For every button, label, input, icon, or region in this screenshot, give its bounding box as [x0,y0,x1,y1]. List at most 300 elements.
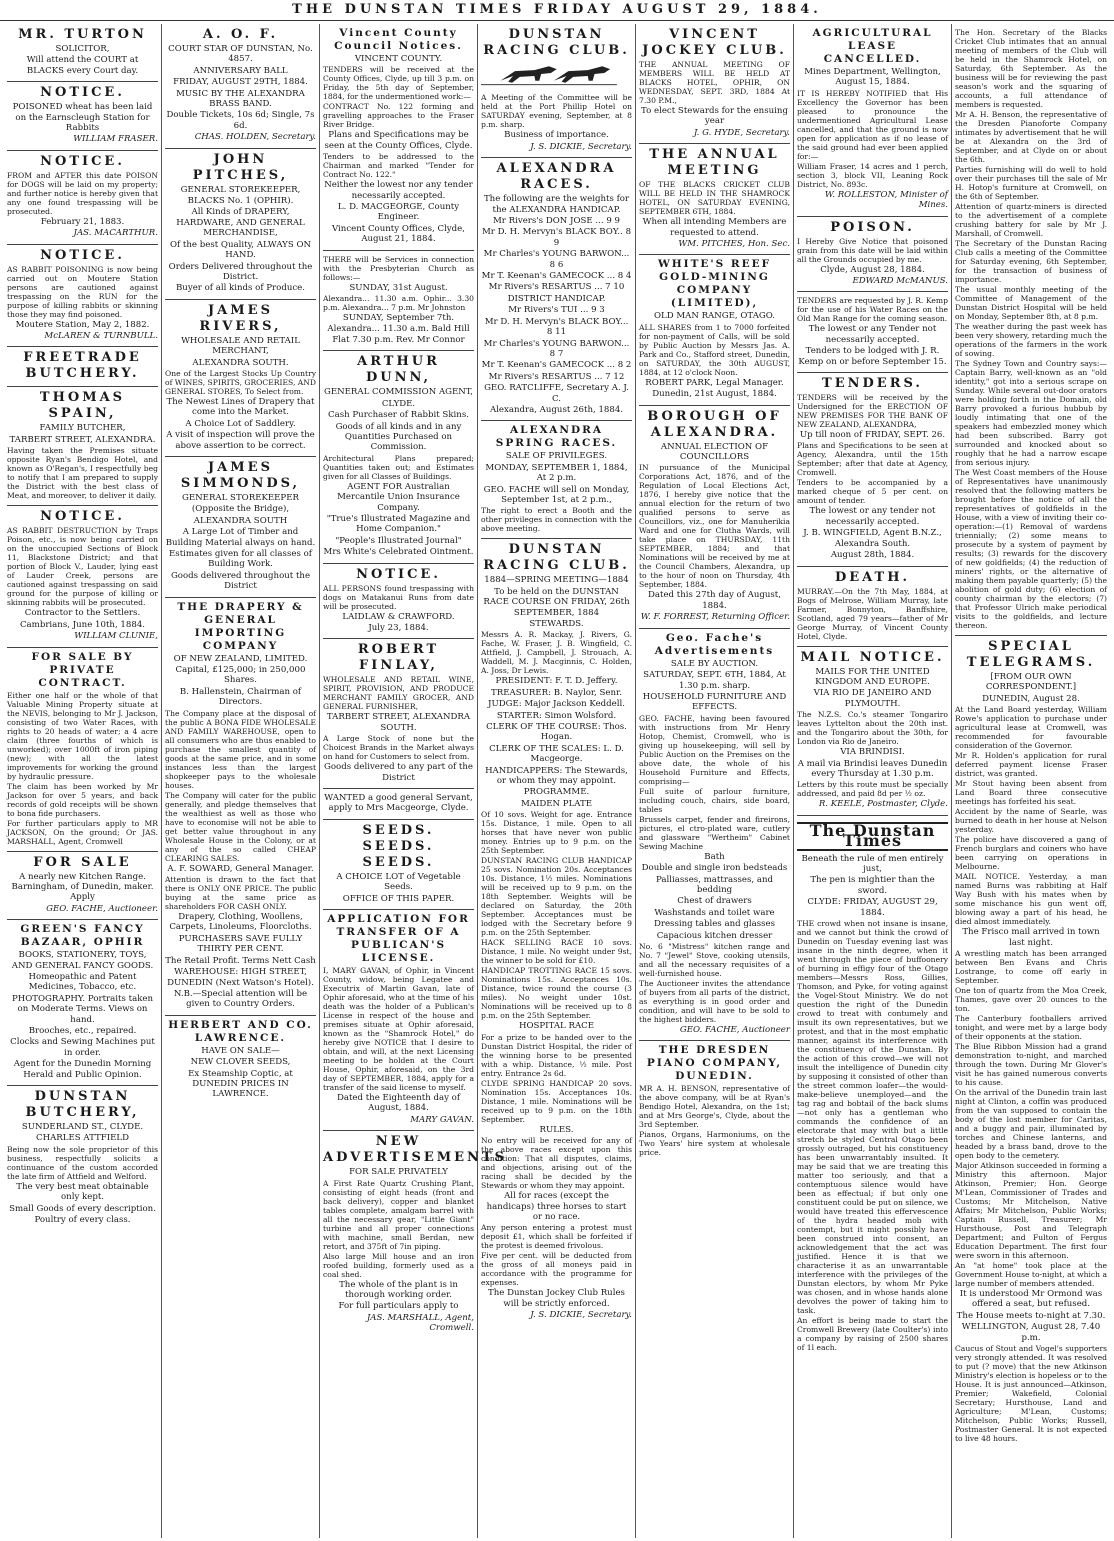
ad-text: MR A. H. BENSON, representative of the above company, will be at Ryan's Bendigo Hotel, Alexandra, on the 1st; and at Mrs George's, Clyde, about the 3rd September. [639,1084,790,1130]
ad-text: On the arrival of the Dunedin train last night at Clinton, a coffin was produced from the van supposed to contain the body of the lost member for Caritas, and a buggy and pair, illuminated by torches and Chinese lanterns, and headed by a brass band, drove to the open body to the cemetery. [955,1088,1107,1161]
ad-text: WHOLESALE AND RETAIL WINE, SPIRIT, PROVISION, AND PRODUCE MERCHANT FAMILY GROCER, AND GENERAL FURNISHER, [323,675,474,712]
ad-text: JUDGE: Major Jackson Keddell. [488,699,625,710]
ad-text: Goods delivered throughout the District [170,570,311,592]
ad-text: Double and single iron bedsteads [641,863,788,874]
advertisement [797,24,948,217]
ad-text: The Dunstan Jockey Club Rules will be strictly enforced. [488,1288,625,1309]
advertisement [7,648,158,852]
ad-text: Contractor to the Settlers. [24,608,141,619]
ad-text: MURRAY.—On the 7th May, 1884, at Bogs of Melrose, William Murray, late Farmer, Bonnyton, Banffshire, Scotland, aged 79 years—father of Mr George Murray, of Vincent County Hotel, Clyde. [797,586,948,641]
ad-text: A. F. SOWARD, General Manager. [167,863,314,874]
ad-text: WANTED a good general Servant, apply to Mrs Macgeorge, Clyde. [324,793,473,814]
ad-text: July 23, 1884. [368,622,429,633]
ad-text: Bath [704,851,725,862]
ad-text: The Company will cater for the public generally, and pledge themselves that the wealthiest as well as those who have to economise will not be able to get better value throughout in any Wholesale House in the Colony, or at any of the so called CHEAP CLEARING SALES. [165,790,316,863]
column-1 [4,24,162,1538]
advertisement [797,373,948,566]
ad-text: Neither the lowest nor any tender necessarily accepted. [324,180,473,201]
ad-heading: APPLICATION FOR TRANSFER OF A PUBLICAN'S LICENSE. [327,913,470,965]
ad-text: WAREHOUSE: HIGH STREET, DUNEDIN (Next Watson's Hotel). [167,967,314,988]
ad-text: "True's Illustrated Magazine and Home Companion." [326,513,471,535]
ad-text: OLD MAN RANGE, OTAGO. [653,311,776,322]
ad-text: Palliasses, mattrasses, and bedding [655,874,774,895]
ad-text: Being now the sole proprietor of this business, respectfully solicits a continuance of the custom accorded the late firm of Attfield and Welford. [7,1144,158,1181]
ad-text: The right to erect a Booth and the other privileges in connection with the above meeting. [481,506,632,534]
ad-text: Also large Mill house and an iron roofed building, formerly used as a coal shed. [323,1251,474,1279]
column-5 [636,24,794,1538]
ad-heading: ARTHUR DUNN, [357,354,440,386]
ad-signature: CHAS. HOLDEN, Secretary. [194,132,316,143]
ad-text: THE ANNUAL MEETING OF MEMBERS WILL BE HELD AT BLACKS HOTEL, OPHIR, ON WEDNESDAY, SEPT. 3RD, 1884 At 7.30 P.M., [639,60,790,105]
column-3 [320,24,507,1538]
ad-text: Homeopathic and Patent Medicines, Tobacco, etc. [28,971,137,993]
ad-signature: W. ROLLESTON, Minister of Mines. [824,189,948,211]
racehorse-icon [481,61,617,87]
ad-text: Cash Purchaser of Rabbit Skins. [328,410,469,421]
ad-text: DISTRICT HANDICAP. [507,293,606,304]
ad-text: SALE OF PRIVILEGES. [505,451,608,462]
advertisement [7,506,158,647]
ad-heading: NEW ADVERTISEMENTS [323,1134,507,1166]
ad-text: PROGRAMME. [523,787,590,798]
ad-heading: NOTICE. [40,247,125,263]
ad-text: STEWARDS. [529,619,584,629]
ad-text: Agent for the Dunedin Morning Herald and Public Opinion. [13,1059,152,1080]
advertisement [797,647,948,816]
ad-text: THERE will be Services in connection with the Presbyterian Church as follows:— [323,254,474,282]
advertisement [481,421,632,539]
ad-text: "People's Illustrated Journal" [335,535,462,546]
ad-text: 1884—SPRING MEETING—1884 [484,575,629,586]
ad-text: IN pursuance of the Municipal Corporations Act, 1876, and of the Regulation of Local Elections Act, 1876, I hereby give notice that the annual election for the return of two qualified persons to serve as Councillors, viz., one for Manuherikia Ward and one for Clutha Wards, will take place on THURSDAY, 11th SEPTEMBER, 1884; and that Nominations will be received by me at the Council Chambers, Alexandra, up to the hour of noon on Thursday, 4th September, 1884. [639,463,790,590]
ad-text: A Choice Lot of Saddlery. [185,418,296,429]
advertisement [955,636,1107,1448]
ad-text: ANNUAL ELECTION OF COUNCILLORS [660,441,769,463]
ad-text: The West Coast members of the House of Representatives have unanimously resolved that the following matters be brought before the notice of all the representatives of goldfields in the House, with a view of inviting their co-operation:—(1) Removal of wardens triennially; (2) some means to prosecute by a system of payment by results; (3) rewards for the discovery of new goldfields; (4) the reduction of miners' rights, or the alternative of making them payable quarterly; (5) the abolition of gold duty; (6) election of county chairman by the electors; (7) that Professor Ulrich make periodical visits to the goldfields, and lecture thereon. [955,468,1107,630]
ad-heading: WHITE'S REEF GOLD-MINING COMPANY (LIMITED), [657,258,772,310]
ad-text: Dated the Eighteenth day of August, 1884. [336,1093,461,1114]
ad-text: Ex Steamship Coptic, at DUNEDIN PRICES IN LAWRENCE. [188,1068,293,1100]
ad-text: A mail via Brindisi leaves Dunedin every Thursday at 1.30 p.m. [797,758,948,779]
ad-heading: NOTICE. [40,85,125,101]
ad-text: Orders Delivered throughout the District. [168,261,313,282]
ad-text: Architectural Plans prepared; Quantities taken out; and Estimates given for all Classes of Buildings. [323,453,474,481]
newspaper-title: The Dunstan Times [797,822,948,851]
ad-text: LAIDLAW & CRAWFORD. [342,611,455,622]
ad-text: Small Goods of every description. [9,1203,156,1214]
ad-text: FRIDAY, AUGUST 29TH, 1884. [173,77,308,88]
ad-text: The Company place at the disposal of the public A BONA FIDE WHOLESALE AND FAMILY WAREHOUSE, open to all consumers who are thus enabled to purchase the smallest quantity of goods at the same price, and in some instances less than the largest shopkeeper pays to the wholesale houses. [165,708,316,790]
ad-text: Attention of quartz-miners is directed to the advertisement of a complete crushing battery for sale by Mr J. Marshall, of Cromwell. [955,202,1107,238]
ad-text: FOR SALE PRIVATELY [349,1167,448,1178]
ad-text: A visit of inspection will prove the above assertion to be correct. [166,430,315,451]
ad-text: Letters by this route must be specially addressed, and paid 8d per ½ oz. [797,780,948,799]
ad-text: Major Atkinson succeeded in forming a Ministry this afternoon. Major Atkinson, Premier; Hon. George M'Lean, Commissioner of Trades and Customs; Mr Mitchelson, Native Affairs; Mr Mitchelson, Public Works; Captain Russell, Treasurer; Mr Hursthouse, Post and Telegraph Department; and Fulton of Fergus Education Department. The first four were sworn in this afternoon. [955,1161,1107,1261]
ad-text: Clyde, August 28, 1884. [820,264,925,275]
ad-text: Mr Rivers's RESARTUS ... 7 12 [488,371,625,382]
ad-signature: WILLIAM FRASER. [73,134,158,145]
ad-text: To elect Stewards for the ensuing year [641,106,788,127]
ad-text: CLERK OF THE SCALES: L. D. Macgeorge. [489,743,624,765]
ad-heading: Geo. Fache's Advertisements [654,631,775,657]
ad-text: TENDERS are requested by J. R. Kemp for the use of his Water Races on the Old Man Range for the coming season. [797,296,948,324]
ad-heading: TENDERS. [822,376,923,392]
ad-text: HOUSEHOLD FURNITURE AND EFFECTS. [642,691,787,713]
ad-heading: AGRICULTURAL LEASE CANCELLED. [812,27,933,65]
ad-signature: GEO. FACHE, Auctioneer [679,1024,790,1035]
ad-text: B. Hallenstein, Chairman of Directors. [179,686,302,708]
ad-heading: DEATH. [834,569,911,585]
ad-text: MONDAY, SEPTEMBER 1, 1884, At 2 p.m. [485,462,628,484]
advertisement [165,24,316,149]
advertisement [639,406,790,629]
advertisement [481,158,632,421]
ad-text: Of the best Quality, ALWAYS ON HAND. [169,239,312,261]
ad-signature: J. S. DICKIE, Secretary. [530,1310,632,1321]
column-7 [952,24,1110,1538]
ad-text: Tenders to be addressed to the Chairman and marked "Tender for Contract No. 122." [323,152,474,180]
ad-text: Any person entering a protest must deposit £1, which shall be forfeited if the protest is deemed frivolous. [481,1223,632,1251]
ad-text: An effort is being made to start the Cromwell Brewery (late Coulter's) into a company by raising of 2500 shares of 1l each. [797,1316,948,1352]
advertisement [323,789,474,820]
ad-text: The police have discovered a gang of French burglars and coiners who have been carrying on operations in Melbourne. [955,835,1107,872]
ad-signature: WM. PITCHES, Hon. Sec. [678,239,790,250]
ad-text: Brooches, etc., repaired. [28,1025,137,1036]
ad-text: AS RABBIT POISONING is now being carried out on Moutere Station persons are cautioned against trespassing on the RUN for the purpose of killing rabbits or skinning those they may find poisoned. [7,264,158,319]
ad-text: No entry will be received for any of the above races except upon this condition: That all disputes, claims, and objections, arising out of the racing shall be decided by the Stewards or whom they may appoint. [481,1136,632,1191]
ad-text: No. 6 "Mistress" kitchen range and No. 7 "Jewel" Stove, cooking utensils, and all the necessary requisites of a well-furnished house. [639,941,790,978]
ad-text: BLACKS No. 1 (OPHIR). [187,196,294,207]
ad-text: GEO. FACHE, having been favoured with instructions from Mr Henry Hotop, Chemist, Cromwell, who is giving up housekeeping, will sell by Public Auction on the Premises on the above date, the whole of his Household Furniture and Effects, comprising— [639,713,790,786]
ad-heading: FOR SALE BY PRIVATE CONTRACT. [31,650,134,689]
ad-text: GEO. FACHE will sell on Monday, September 1st, at 2 p.m., [483,484,630,505]
ad-text: A CHOICE LOT of Vegetable Seeds. [336,871,461,893]
ad-text: To be held on the DUNSTAN RACE COURSE ON FRIDAY, 26th SEPTEMBER, 1884 [483,586,630,618]
advertisement [323,564,474,640]
advertisement [7,852,158,921]
ad-text: Mr Rivers's DON JOSE ... 9 9 [493,216,620,227]
ad-text: A Large Stock of none but the Choicest Brands in the Market always on hand for Customers to select from. [323,734,474,762]
ad-text: Clocks and Sewing Machines put in order. [10,1037,155,1058]
ad-heading: JOHN PITCHES, [192,151,289,183]
ad-text: SALE BY AUCTION. [670,658,759,669]
advertisement [323,24,474,251]
ad-text: At the Land Board yesterday, William Rowe's application to purchase under agricultural lease at Cromwell, was recommended for favourable consideration of the Governor. [955,705,1107,751]
ad-text: A First Rate Quartz Crushing Plant, consisting of eight heads (front and back delivery), copper and blanket tables complete, amalgam barrel with all the necessary gear, "Little Giant" turbine and all proper connections with machine, small Berdan, new retort, and 375ft of 7in piping. [323,1178,474,1251]
ad-text: Having taken the Premises situate opposite Ryan's Bendigo Hotel, and known as O'Regan's, I respectfully beg to notify that I am prepared to supply the District with the best class of Meat, and moreover, to deliver it daily. [7,446,158,501]
advertisement [797,292,948,373]
ad-text: Mr Rivers's RESARTUS ... 7 10 [488,282,625,293]
ad-text: ALEXANDRA SOUTH [193,515,288,526]
ad-heading: ALEXANDRA RACES. [496,161,617,193]
ad-signature: J. S. DICKIE, Secretary. [530,141,632,152]
ad-text: Mr Rivers's TUI ... 9 3 [508,305,605,316]
ad-heading: MR. TURTON [18,27,147,42]
ad-signature: JAS. MARSHALL, Agent, Cromwell. [366,1312,474,1334]
ad-text: OFFICE OF THIS PAPER. [342,893,455,904]
ad-heading: ROBERT FINLAY, [357,642,440,674]
ad-text: The claim has been worked by Mr Jackson for over 5 years, and back records of gold receipts will be shown to bona fide purchasers. [7,781,158,818]
ad-text: The Hon. Secretary of the Blacks Cricket Club intimates that an annual meeting of members of the Club will be held in the Shamrock Hotel, on Saturday, 6th September. As the business will be for reviewing the past season's work and the squaring of accounts, a full attendance of members is requested. [955,28,1107,109]
ad-text: SUNDAY, 31st August. [349,282,448,293]
ad-text: Alexandra... 11.30 a.m. Bald Hill Flat 7.30 p.m. Rev. Mr Connor [327,324,470,345]
ad-text: HOSPITAL RACE [518,1021,595,1032]
ad-text: The whole of the plant is in thorough working order. [339,1279,458,1301]
ad-text: Brussels carpet, fender and fireirons, pictures, el ctro-plated ware, cutlery and glassware "Wertheim" Cabinet Sewing Machine [639,814,790,851]
ad-text: The Blue Ribbon Mission had a grand demonstration to-night, and marched through the town. During Mr Glover's visit he has gained numerous converts to his cause. [955,1042,1107,1088]
ad-text: CONTRACT No. 122 forming and gravelling approaches to the Fraser River Bridge. [323,102,474,130]
ad-heading: ALEXANDRA SPRING RACES. [495,424,618,450]
ad-text: Mr D. H. Mervyn's BLACK BOY.. 8 9 [481,227,632,248]
advertisement [165,457,316,598]
ad-text: One ton of quartz from the Moa Creek, Thames, gave over 20 ounces to the ton. [955,986,1107,1014]
advertisement [323,1131,507,1338]
advertisement [7,151,158,245]
ad-heading: SEEDS. SEEDS. SEEDS. [362,822,435,870]
ad-text: Five per cent. will be deducted from the gross of all moneys paid in accordance with the programme for expenses. [481,1251,632,1288]
ad-text: I, MARY GAVAN, of Ophir, in Vincent County, widow, being Legatee and Executrix of Martin Gavan, late of Ophir aforesaid, who at the time of his death was the holder of a Publican's License in respect of the house and premises situate at Ophir aforesaid, known as the "Shamrock Hotel," do hereby give NOTICE that I desire to obtain, and will, at the next Licensing meeting to be holden at the Court House, Ophir, aforesaid, on the 3rd day of SEPTEMBER, 1884, apply for a transfer of the said license to myself. [323,966,474,1093]
ad-text: I Hereby Give Notice that poisoned grain from this date will be laid within all the Grounds occupied by me. [797,236,948,264]
advertisement [481,24,632,158]
ad-text: Up till noon of FRIDAY, SEPT. 26. [799,430,946,441]
advertisement [7,920,158,1086]
advertisement [7,1086,158,1230]
advertisement [7,387,158,506]
advertisement [7,24,158,82]
ad-text: Goods of all kinds and in any Quantities Purchased on Commission. [335,421,462,453]
advertisement [639,24,790,144]
advertisement [323,910,474,1131]
ad-heading: NOTICE. [40,509,125,525]
ad-text: The Canterbury footballers arrived tonight, and were met by a large body of their opponents at the station. [955,1014,1107,1042]
ad-text: The Retail Profit. Terms Nett Cash [165,955,316,966]
advertisement [639,629,790,1042]
ad-text: Mrs White's Celebrated Ointment. [323,547,474,558]
ad-text: (Opposite the Bridge), [191,504,290,515]
ad-text: The lowest or any Tender not necessarily accepted. [808,324,937,345]
ad-heading: DUNSTAN RACING CLUB. [483,542,630,574]
ad-text: The pen is mightier than the sword. [810,875,935,896]
ad-text: Capital, £125,000; in 250,000 Shares. [175,665,306,686]
ad-text: Business of importance. [504,130,609,141]
ad-text: A nearly new Kitchen Range. Barningham, of Dunedin, maker. Apply [11,871,154,903]
ad-text: GENERAL STOREKEEPER, [180,184,301,195]
advertisement [955,24,1107,636]
ad-text: MAILS FOR THE UNITED KINGDOM AND EUROPE. [815,666,930,687]
ad-text: The very best meat obtainable only kept. [16,1181,149,1203]
ad-signature: W. F. FORREST, Returning Officer. [640,612,790,623]
ad-text: A wrestling match has been arranged between Ben Evans and Chris Lostrange, to come off early in September. [955,949,1107,986]
advertisement [323,820,474,910]
ad-text: The usual monthly meeting of the Committee of Management of the Dunstan District Hospital will be held on Monday, September 8th, at 8 p.m. [955,285,1107,321]
ad-text: Washstands and toilet ware [654,907,775,918]
ad-text: SOLICITOR, [55,44,110,54]
ad-text: Buyer of all kinds of Produce. [175,283,306,294]
ad-text: CLYDE: FRIDAY, AUGUST 29, 1884. [807,897,938,918]
ad-signature: EDWARD McMANUS. [852,276,948,287]
ad-text: Mr Charles's YOUNG BARWON... 8 6 [483,249,630,270]
ad-text: ANNIVERSARY BALL [193,65,288,76]
ad-text: Vincent County Offices, Clyde, August 21, 1884. [332,223,465,245]
ad-text: RULES. [539,1124,574,1135]
ad-text: VIA BRINDISI. [840,747,905,758]
ad-text: GENERAL COMMISSION AGENT, [323,387,474,398]
ad-text: Full suite of parlour furniture, including couch, chairs, side board, tables [639,786,790,814]
columns [4,24,1110,1538]
ad-text: PRESIDENT: F. T. D. Jeffery. [495,676,618,687]
ad-text: PURCHASERS SAVE FULLY THIRTY PER CENT. [178,933,303,955]
ad-heading: HERBERT AND CO. LAWRENCE. [168,1018,313,1044]
advertisement [797,217,948,293]
advertisement [639,255,790,405]
ad-heading: THE DRAPERY & GENERAL IMPORTING COMPANY [177,600,304,652]
ad-text: FROM and AFTER this date POISON for DOGS will be laid on my property; and further notice is hereby given that any one found trespassing will be prosecuted. [7,170,158,216]
ad-text: N.B.—Special attention will be given to Country Orders. [173,988,308,1010]
ad-text: MAIL NOTICE. Yesterday, a man named Burns was rabbiting at Half Way Bush with his mates when by some mischance his gun went off, blowing away a part of his head, he died almost immediately. [955,872,1107,927]
ad-text: Estimates given for all classes of Building Work. [169,549,312,570]
ad-text: Capacious kitchen dresser [656,930,773,941]
ad-text: Dressing tables and glasses [653,919,776,930]
ad-text: CLERK OF THE COURSE: Thos. Hogan. [486,722,627,743]
ad-text: Mr Charles's YOUNG BARWON... 8 7 [483,338,630,359]
ad-text: Double Tickets, 10s 6d; Single, 7s 6d. [166,110,315,131]
ad-text: HACK SELLING RACE 10 sovs. Distance, 1 mile. No weight under 9st, the winner to be sold for £10. [481,938,632,966]
ad-text: When all intending Members are requested to attend. [642,217,787,238]
ad-signature: GEO. FACHE, Auctioneer. [46,903,158,914]
ad-heading: NOTICE. [356,566,441,582]
ad-text: Mr T. Keenan's GAMECOCK ... 8 2 [481,360,632,371]
ad-text: Mr A. H. Benson, the representative of the Dresden Pianoforte Company intimates by advertisement that he will be at Alexandra on the 3rd of September, and at Clyde on or about the 6th. [955,110,1107,164]
column-2 [162,24,320,1538]
ad-text: Dated this 27th day of August, 1884. [648,590,781,611]
ad-heading: SPECIAL TELEGRAMS. [966,639,1096,670]
ad-text: [FROM OUR OWN CORRESPONDENT.] [985,672,1077,693]
ad-text: For full particulars apply to [338,1301,459,1312]
ad-text: Accident by the name of Searle, was burned to death in her house at Nelson yesterday. [955,807,1107,835]
advertisement [165,598,316,1016]
ad-heading: JAMES RIVERS, [199,302,282,334]
ad-text: All Kinds of DRAPERY, HARDWARE, AND GENERAL MERCHANDISE, [176,207,305,239]
advertisement [165,149,316,300]
ad-text: The Sydney Town and Country says:—Captain Barry, well-known as an "old identity," got into a serious scrape on Sunday. While several out-door orators were holding forth in the Domain, old Barry provoked a furious hubbub by loudly intimating that one of the speakers had embezzled money which had been subscribed. Barry got surrounded and knocked about so roughly that he had a narrow escape from serious injury. [955,359,1107,467]
ad-text: The Newest Lines of Drapery that come into the Market. [166,396,315,418]
ad-text: DUNEDIN, August 28. [982,693,1080,704]
ad-text: Moutere Station, May 2, 1882. [15,319,150,330]
ad-text: Attention is drawn to the fact that there is ONLY ONE PRICE. The public buying at the same price as shareholders FOR CASH ONLY. [165,875,316,912]
ad-heading: GREEN'S FANCY BAZAAR, OPHIR [20,923,145,949]
ad-text: POISONED wheat has been laid on the Earnscleugh Station for Rabbits [12,102,153,134]
ad-heading: DUNSTAN RACING CLUB. [483,27,630,58]
ad-text: August 28th, 1884. [830,550,915,561]
ad-text: BOOKS, STATIONERY, TOYS, AND GENERAL FANCY GOODS. [11,950,154,971]
advertisement [797,567,948,647]
ad-text: MAIDEN PLATE [520,798,593,809]
ad-text: STARTER: Simon Wolsford. [496,710,617,721]
ad-text: Of 10 sovs. Weight for age. Entrance 15s. Distance, 1 mile. Open to all horses that have never won public money. Entries up to 9 p.m. on the 25th September. [481,810,632,856]
ad-signature: JAS. MACARTHUR. [73,228,158,239]
advertisement [481,539,632,1325]
ad-text: The Secretary of the Dunstan Racing Club calls a meeting of the Committee for Saturday evening, 6th September, for the transaction of business of importance. [955,239,1107,284]
ad-heading: THE ANNUAL MEETING [649,147,780,179]
ad-text: The N.Z.S. Co.'s steamer Tongariro leaves Lyttelton about the 20th inst. and the Tongariro about the 30th, for London via Rio de Janeiro. [797,710,948,747]
ad-text: Plans and Specifications to be seen at Agency, Alexandra, until the 15th September; after that date at Agency, Cromwell. [797,441,948,478]
ad-signature: McLAREN & TURNBULL. [44,331,158,342]
ad-text: Drapery, Clothing, Woollens, Carpets, Linoleums, Floorcloths. [169,912,312,933]
ad-heading: Vincent County Council Notices. [334,27,463,52]
ad-text: FAMILY BUTCHER, [39,423,126,434]
ad-text: February 21, 1883. [40,216,125,227]
advertisement [323,351,474,563]
ad-text: ALL PERSONS found trespassing with dogs on Matakanui Runs from date will be prosecuted. [323,583,474,611]
ad-text: The Auctioneer invites the attendance of buyers from all parts of the district, as everything is in good order and condition, and will have to be sold to the highest bidders. [639,978,790,1024]
ad-text: For further particulars apply to MR JACKSON, On the ground; Or JAS. MARSHALL, Agent, Cromwell [7,818,158,846]
advertisement [639,1041,790,1162]
ad-text: TARBERT STREET, ALEXANDRA SOUTH. [326,712,471,733]
ad-text: THE crowd when not insane is insane, and we cannot but think the crowd of Dunedin on Tuesday evening last was insane in the ninth degree, when it went through the piece of buffoonery of burning in effigy four of the Otago members—Messrs Ross, Gillies, Thomson, and Pyke, for voting against the Vogel-Stout Ministry. We do not question the right of the Dunedin crowd to treat with contumely and insult its own representatives, but we protest, and that in the most emphatic manner, against its interference with the constituency of the Dunstan. By the action of this crowd—we will not insult the intelligence of Dunedin city by supposing it consisted of other than the street common loafer—the would-make-believe unemployed—and the tag rag and bobtail of the back slums—not only has a gentleman who commands the confidence of an electorate that may with but a little stretch be styled Central Otago been grossly outraged, but his constituency has been unwarrantably insulted. It may be said that we are treating this matter too seriously, and that a contemptuous silence would have been as effectual; if but only one constituent could be put on silence, we would have treated this effervescence of the hydra headed mob with contempt, but it might possibly have been construed into consent, an acknowledgement that the act was justified. Hence it is that we characterise it as an unwarrantable interference with the privileges of the Dunstan electors, by whom Mr Pyke was chosen, and in whose hands alone devolves the power of taking him to task. [797,919,948,1315]
ad-text: Alexandra, August 26th, 1884. [489,404,624,415]
ad-text: Chest of drawers [677,896,752,907]
ad-text: Parties furnishing will do well to hold over their purchases till the sale of Mr H. Hotop's furniture at Cromwell, on the 6th of September. [955,165,1107,201]
ad-text: VINCENT COUNTY. [354,54,443,64]
ad-text: A Large Lot of Timber and Building Material always on hand. [165,527,316,548]
ad-text: Will attend the COURT at BLACKS every Court day. [26,55,139,76]
ad-signature: R. KEELE, Postmaster, Clyde. [818,799,948,810]
ad-text: WHOLESALE AND RETAIL MERCHANT, [181,335,300,357]
ad-text: PHOTOGRAPHY. Portraits taken on Moderate Terms. Views on hand. [11,993,154,1025]
advertisement [165,1016,316,1105]
advertisement [165,300,316,457]
ad-text: Alexandra... 11.30 a.m. Ophir... 3.30 p.m. Alexandra... 7 p.m. Mr Johnston [323,294,474,313]
ad-text: OF THE BLACKS CRICKET CLUB WILL BE HELD IN THE SHAMROCK HOTEL, ON SATURDAY EVENING, SEPTEMBER 6TH, 1884. [639,180,790,217]
ad-text: The Frisco mail arrived in town last night. [962,927,1100,948]
ad-heading: MAIL NOTICE. [800,649,945,665]
ad-text: HANDICAP TROTTING RACE 15 sovs. Nominations 15s. Acceptances 10s. Distance, twice round the course (3 miles). No weight under 10st. Nominations will be received up to 8 p.m. on the 25th September. [481,966,632,1021]
advertisement [323,639,474,789]
ad-heading: BOROUGH OF ALEXANDRA. [647,408,782,440]
ad-text: J. B. WINGFIELD, Agent B.N.Z., Alexandra South. [803,528,942,549]
ad-text: SUNDAY, September 7th. [342,313,455,324]
ad-text: Tenders to be lodged with J. R. Kemp on or before September 15. [798,346,947,367]
ad-heading: FREETRADE BUTCHERY. [23,350,142,382]
ad-text: SUNDERLAND ST., CLYDE. [21,1122,144,1132]
ad-text: COURT STAR OF DUNSTAN, No. 4857. [168,44,313,65]
ad-signature: J. G. HYDE, Secretary. [693,127,790,138]
ad-text: The lowest or any tender not necessarily accepted. [809,506,936,527]
ad-text: HANDICAPPERS: The Stewards, or whom they may appoint. [485,765,628,787]
ad-text: William Fraser, 14 acres and 1 perch, section 3, block VII, Leaning Rock District, No. 893c. [797,161,948,189]
ad-heading: DUNSTAN BUTCHERY, [25,1089,140,1120]
ad-text: One of the Largest Stocks Up Country of WINES, SPIRITS, GROCERIES, AND GENERAL STORES, To Select from. [165,368,316,396]
ad-text: Beneath the rule of men entirely just, [801,853,944,874]
ad-text: Pianos, Organs, Harmoniums, on the Two Years' hire system at wholesale price. [639,1130,790,1158]
ad-heading: THOMAS SPAIN, [39,390,126,422]
advertisement [7,245,158,348]
ad-text: Tenders to be accompanied by a marked cheque of 5 per cent. on amount of tender. [797,478,948,506]
ad-text: TARBERT STREET, ALEXANDRA. [9,434,156,445]
ad-text: ALEXANDRA SOUTH. [192,357,289,368]
ad-text: The House meets to-night at 7.30. [956,1310,1106,1321]
ad-text: It is understood Mr Ormond was offered a seat, but refused. [959,1289,1103,1310]
ad-text: L. D. MACGEORGE, County Engineer. [337,202,460,223]
ad-text: For a prize to be handed over to the Dunstan District Hospital, the rider of the winning horse to be presented with a whip. Distance, ½ mile. Post entry. Entrance 2s 6d. [481,1032,632,1078]
ad-text: CLYDE SPRING HANDICAP 20 sovs. Nomination 15s. Acceptances 10s. Distance, 1 mile. Nominations will be received up to 9 p.m. on the 18th September. [481,1078,632,1124]
advertisement [7,82,158,151]
ad-heading: FOR SALE [33,854,132,870]
ad-text: Poultry of every class. [34,1215,131,1226]
ad-heading: POISON. [830,219,915,235]
ad-text: Messrs A. R. Mackay, J. Rivers, G. Fache, W. Fraser, J. B. Wingfield, C. Attfield, J. Campbell, J. Strouach, A. Waddell, M. J. Macginnis, C. Holden, A. Joss, Dr Lewis. [481,630,632,676]
ad-text: AGENT FOR Australian Mercantile Union Insurance Company. [337,481,460,513]
